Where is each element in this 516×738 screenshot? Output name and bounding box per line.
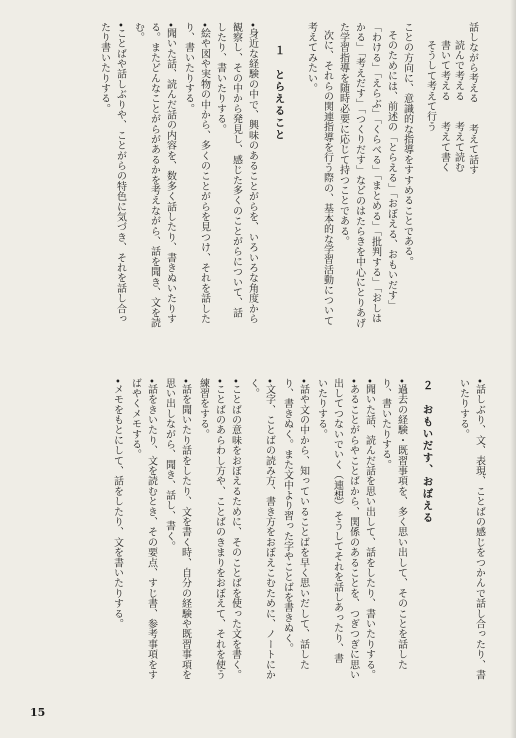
text-column: ことの方向に、意識的な指導をすすめることである。	[401, 22, 413, 267]
section-heading: １ とらえること	[273, 45, 286, 141]
bullet-item: る。またどんなことがらがあるかを考えながら、話を聞き、文を読	[148, 22, 160, 328]
bullet-item: •ことばや話しぶりや、ことがらの特色に気づき、それを話し合っ	[114, 22, 126, 324]
bullet-item: •文字、ことばの読み方、書き方をおぼえこむために、ノートにか	[263, 378, 275, 680]
bullet-item: たり書いたりする。	[98, 22, 110, 114]
bullet-item: り、書きぬく。また文中より習った字やことばを書きぬく。	[281, 378, 293, 654]
bullet-item: 観察し、その中から発見し、感じた多くのことがらについて、話	[230, 22, 242, 318]
bullet-item: •あることがらやことばから、関係のあることを、つぎつぎに思い	[347, 378, 359, 680]
bullet-item: •過去の経験・既習事項を、多く思い出して、そのことを話した	[395, 378, 407, 670]
text-column: そうして考えて行う	[424, 40, 436, 132]
bullet-item: •話や文の中から、知っていることばを早く思いだして、話した	[297, 378, 309, 670]
bullet-item: •話を聞いたり話をしたり、文を書く時、自分の経験や既習事項を	[179, 378, 191, 680]
bullet-item: •聞いた話、読んだ話の内容を、数多く話したり、書きぬいたりす	[164, 22, 176, 324]
bullet-item: り、書いたりする。	[182, 22, 194, 114]
bullet-item: •ことばの意味をおぼえるために、そのことばを使った文を書く。	[229, 378, 241, 680]
text-column: 考えてみたい。	[305, 22, 317, 94]
page-number: 15	[30, 706, 46, 719]
text-column: そのためには、前述の「とらえる」「おぼえる、おもいだす」	[385, 30, 397, 311]
text-column: 「わける」「えらぶ」「くらべる」「まとめる」「批判する」「おしは	[369, 22, 381, 324]
bullet-item: ばやくメモする。	[129, 378, 141, 460]
bullet-item: いたりする。	[457, 378, 469, 440]
page-edge-shadow	[510, 0, 516, 738]
bullet-item: いたりする。	[315, 378, 327, 440]
text-column: 話しながら考える 考えて話す	[466, 22, 478, 175]
text-column: 書いて考える 考えて書く	[438, 40, 450, 173]
bullet-item: 思い出しながら、聞き、話し、書く。	[163, 378, 175, 552]
text-column: た学習指導を随時必要に応じて持つことである。	[337, 22, 349, 247]
bullet-item: 練習をする。	[197, 378, 209, 440]
bullet-item: したり、書いたりする。	[214, 22, 226, 135]
bullet-item: •メモをもとにして、話をしたり、文を書いたりする。	[111, 378, 123, 629]
bullet-item: く。	[247, 378, 259, 399]
bullet-item: り、書いたりする。	[379, 378, 391, 470]
bullet-item: •ことばのあらわし方や、ことばのきまりをおぼえて、それを使う	[213, 378, 225, 680]
bullet-item: 出してつないでいく（連想）そうしてそれを話しあったり、書	[331, 378, 343, 664]
bullet-item: •話しぶり、文、表現、ことばの感じをつかんで話し合ったり、書	[473, 378, 485, 680]
bullet-item: •聞いた話、読んだ話を思い出して、話をしたり、書いたりする。	[363, 378, 375, 680]
text-column: 読んで考える 考えて読む	[452, 40, 464, 173]
text-column: 次に、それらの関連指導を行う際の、基本的な学習活動について	[321, 30, 333, 326]
text-column: かる」「考えだす」「つくりだす」などのはたらきを中心にとりあげ	[353, 22, 365, 329]
bullet-item: •身近な経験の中で、興味のあることがらを、いろいろな角度から	[246, 22, 258, 324]
section-heading: ２ おもいだす、おぼえる	[421, 380, 434, 524]
bullet-item: む。	[132, 22, 144, 43]
bullet-item: •話をきいたり、文を読むとき、その要点、すじ書、参考事項をす	[145, 378, 157, 680]
bullet-item: •絵や図や実物の中から、多くのことがらを見つけ、それを話した	[198, 22, 210, 324]
